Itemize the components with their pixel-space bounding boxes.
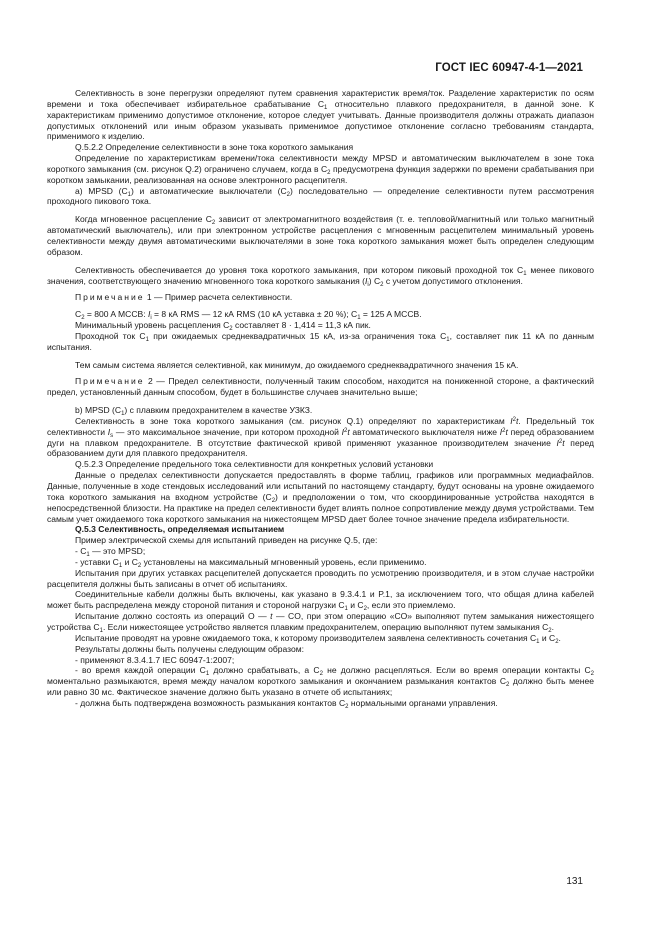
list-item-operation: - во время каждой операции $C_1$ должно срабатывать, а $C_2$ не должно расцепляться. Если во время операции контакты $C_2$ моментально размыкаются, время между началом короткого замыкания и окончанием размыкания контактов $C_2$ должно быть менее или равно 30 мс. Фактическое значение должно быть указано в отчете об испытаниях; [47,665,595,698]
list-item-contacts: - должна быть подтверждена возможность размыкания контактов $C_2$ нормальными органами управления. [75,697,498,710]
example-line-4: Тем самым система является селективной, как минимум, до ожидаемого среднеквадратичного значения 15 кА. [75,359,519,370]
list-item-c1: - $C_1$ — это MPSD; [75,546,146,559]
paragraph-results-intro: Результаты должны быть получены следующим образом: [75,643,304,654]
paragraph-item-b: b) MPSD $(C_1)$ с плавким предохранителем в качестве УЗКЗ. [75,405,313,418]
example-line-1: $C_2 = 800$ A MCCB: $I_i = 8$ кА RMS — 12 кА RMS (10 кА уставка ± 20 %); $C_1 = 125$ A MCCB. [75,309,422,322]
paragraph-test-level: Испытание проводят на уровне ожидаемого тока, к которому производителем заявлена селективность сочетания $C_1$ и $C_2$. [75,632,561,645]
paragraph-other-settings: Испытания при других уставках расцепителей допускается проводить по усмотрению производителя, и в этом случае настройки расцепителя должны быть записаны в отчет об испытаниях. [47,567,594,589]
paragraph-short-circuit-intro: Определение по характеристикам времени/тока селективности между MPSD и автоматическим выключателем в зоне тока короткого замыкания (см. рисунок Q.2) ограничено случаем, когда в $C_2$ предусмотрена функция задержки по времени срабатывания при коротком замыкании, реализованная на основе электронного расцепителя. [47,153,594,185]
page-header-standard: ГОСТ IEC 60947-4-1—2021 [435,62,583,74]
example-line-3: Проходной ток $C_1$ при ожидаемых среднеквадратичных 15 кА, из-за ограничения тока $C_1$, составляет пик 11 кА по данным испытания. [47,330,594,352]
section-heading-q5-2-3: Q.5.2.3 Определение предельного тока селективности для конкретных условий установки [75,459,434,470]
paragraph-item-a: a) MPSD $(C_1)$ и автоматические выключатели $(C_2)$ последовательно — определение селективности путем рассмотрения проходного пикового тока. [47,185,594,207]
example-line-2: Минимальный уровень расцепления $C_2$ составляет 8 · 1,414 = 11,3 кА пик. [75,320,371,333]
paragraph-selectivity-data: Данные о пределах селективности допускается предоставлять в форме таблиц, графиков или программных медиафайлов. Данные, полученные в ходе стендовых исследований или испытаний по настоящему стандарту, будут основаны на уровне ожидаемого тока короткого замыкания на входном устройстве $(C_2)$ и предположении о том, что скоординированные устройства находятся в непосредственной близости. На практике на предел селективности будет влиять полное сопротивление между двумя устройствами. Тем самым учет ожидаемого тока короткого замыкания на нижестоящем MPSD дает более точное значение предела избирательности. [47,470,594,524]
paragraph-instantaneous-release: Когда мгновенное расцепление $C_2$ зависит от электромагнитного воздействия (т. е. тепловой/магнитный или только магнитный автоматический выключатель), или при электронном устройстве расцепления с мгновенным расцепителем минимальный уровень селективности между двумя автоматическими выключателями в зоне тока короткого замыкания может быть определен следующим образом. [47,214,595,257]
note-1: Примечание 1 — Пример расчета селективности. [75,292,293,303]
page-number: 131 [566,876,583,887]
section-heading-q5-2-2: Q.5.2.2 Определение селективности в зоне тока короткого замыкания [75,142,354,153]
paragraph-peak-current: Селективность обеспечивается до уровня тока короткого замыкания, при котором пиковый проходной ток $C_1$ менее пикового значения, соответствующего значению мгновенного тока короткого замыкания $(I_i)$ $C_2$ с учетом допустимого отклонения. [47,264,594,288]
document-body [47,88,594,709]
paragraph-test-circuit: Пример электрической схемы для испытаний приведен на рисунке Q.5, где: [75,535,378,546]
section-heading-q5-3: Q.5.3 Селективность, определяемая испытанием [75,524,285,535]
paragraph-test-sequence: Испытание должно состоять из операций O — t — CO, при этом операцию «CO» выполняют путем замыкания нижестоящего устройства $C_1$. Если нижестоящее устройство является плавким предохранителем, операцию выполняют путем замыкания $C_2$. [47,611,594,634]
paragraph-cables: Соединительные кабели должны быть включены, как указано в 9.3.4.1 и P.1, за исключением того, что общая длина кабелей может быть распределена между стороной питания и стороной нагрузки $C_1$ и $C_2$, если это приемлемо. [47,589,594,613]
list-item-apply: - применяют 8.3.4.1.7 IEC 60947-1:2007; [75,654,235,665]
paragraph-i2t-selectivity: Селективность в зоне тока короткого замыкания (см. рисунок Q.1) определяют по характеристикам $I^2t$. Предельный ток селективности $I_s$ — это максимальное значение, при котором проходной $I^2t$ автоматического выключателя ниже $I^2t$ перед образованием дуги на плавком предохранителе. В отсутствие фактической кривой применяют указанное производителем значение $I^2t$ перед образованием дуги для плавкого предохранителя. [47,415,594,459]
note-2: Примечание 2 — Предел селективности, полученный таким способом, находится на пониженной стороне, а фактический предел, установленный данным способом, будет в большинстве случаев значительно выше; [47,376,594,398]
paragraph-overload-selectivity: Селективность в зоне перегрузки определяют путем сравнения характеристик время/ток. Разделение характеристик по осям времени и тока обеспечивает избирательное срабатывание $C_1$ относительно плавкого предохранителя, в данной зоне. К характеристикам применимо допустимое отклонение, которое следует учитывать. Данные производителя должны отражать диапазон допустимых отклонений или иным образом указывать применимое допустимое отклонение согласно требованиям стандарта, применимого к изделию. [47,88,594,142]
list-item-settings: - уставки $C_1$ и $C_2$ установлены на максимальный мгновенный уровень, если применимо. [75,556,427,569]
